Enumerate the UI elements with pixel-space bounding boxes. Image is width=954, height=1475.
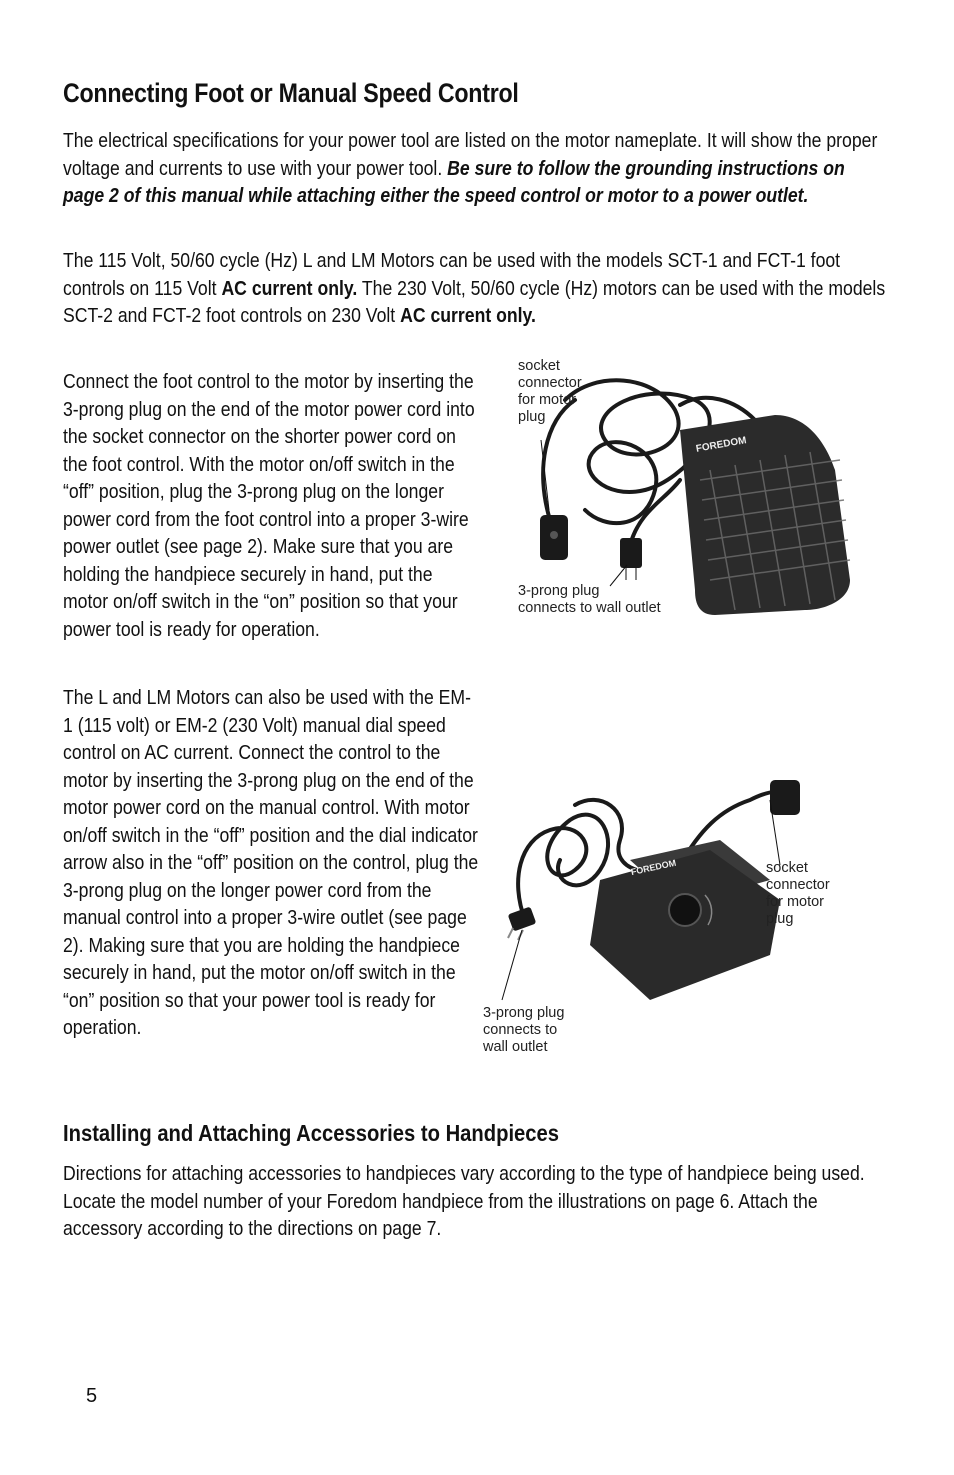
intro-paragraph (63, 127, 889, 210)
ac-only-2: AC current only. (400, 304, 536, 327)
page-title: Connecting Foot or Manual Speed Control (63, 78, 519, 108)
manual-control-paragraph: The L and LM Motors can also be used with the EM-1 (115 volt) or EM-2 (230 Volt) manual dial speed control on AC current. Connect the control to the motor by inserting the 3-prong plug on the end of the motor power cord on the manual control. With motor on/off switch in the “off” position and the dial indicator arrow also in the “off” position on the control, plug the 3-prong plug on the longer power cord from the manual control into a proper 3-wire outlet (see page 2). Making sure that you are holding the handpiece securely in hand, put the motor on/off switch in the “on” position so that your power tool is ready for operation. (63, 686, 479, 1039)
manual-socket-caption: socket connector for motor plug (766, 860, 830, 927)
foot-socket-caption: socket connector for motor plug (518, 358, 582, 425)
voltage-text-a: The 115 Volt, 50/60 cycle (Hz) L and LM Motors can be used with the models SCT-1 and FCT-1 foot controls on 115 Volt (63, 249, 841, 300)
voltage-paragraph (63, 247, 889, 330)
foot-pedal-brand: FOREDOM (695, 435, 748, 455)
accessories-paragraph: Directions for attaching accessories to handpieces vary according to the type of handpiece being used. Locate the model number of your Foredom handpiece from the illustrations on page 6. Attach the accessory according to the directions on page 7. (63, 1162, 865, 1240)
plug-prongs (626, 568, 636, 580)
intro-text: The electrical specifications for your power tool are listed on the motor nameplate. It will show the proper voltage and currents to use with your power tool. (63, 129, 878, 180)
motor-socket-shape (770, 780, 800, 815)
section-heading-accessories: Installing and Attaching Accessories to Handpieces (63, 1120, 560, 1146)
prong-plug-shape (620, 538, 642, 568)
foot-plug-caption: 3-prong plug connects to wall outlet (518, 583, 661, 616)
foot-control-paragraph: Connect the foot control to the motor by inserting the 3-prong plug on the end of the motor power cord into the socket connector on the shorter power cord on the foot control. With the motor on/off switch in the “off” position, plug the 3-prong plug on the longer power cord from the foot control into a proper 3-wire power outlet (see page 2). Make sure that you are holding the handpiece securely in hand, put the motor on/off switch in the “on” position so that your power tool is ready for operation. (63, 370, 475, 641)
page-number: 5 (86, 1385, 98, 1407)
manual-plug-pointer-line (502, 930, 522, 1000)
manual-plug-caption: 3-prong plug connects to wall outlet (483, 1005, 565, 1055)
manual-prong-plug-shape (508, 906, 537, 931)
ac-only-1: AC current only. (221, 276, 358, 300)
grounding-warning: Be sure to follow the grounding instructions on page 2 of this manual while attaching either the speed control or motor to a power outlet. (63, 156, 845, 207)
speed-dial-knob (669, 894, 701, 926)
voltage-text-c: The 230 Volt, 50/60 cycle (Hz) motors can be used with the models SCT-2 and FCT-2 foot controls on 230 Volt (63, 276, 886, 327)
control-box-brand: FOREDOM (629, 857, 677, 878)
socket-holes (550, 531, 558, 539)
